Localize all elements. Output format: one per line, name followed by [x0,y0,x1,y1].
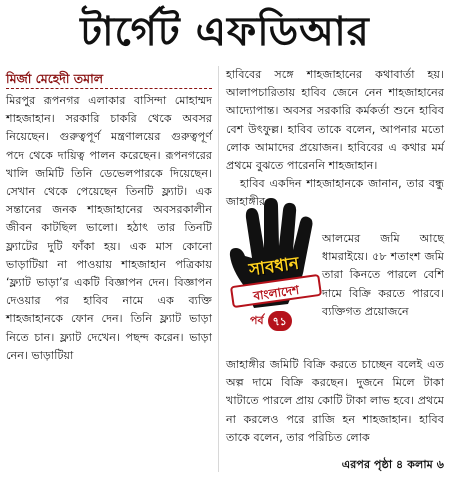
logo-subtitle: বাংলাদেশ [230,274,322,308]
right-bottom-paragraph: জাহাঙ্গীর জমিটি বিক্রি করতে চাচ্ছেন বলেই এত অল্প দামে বিক্রি করছেন। দুজনে মিলে টাকা খাটাতে পারলে প্রায় কোটি টাকা লাভ হবে। প্রথমে না করলেও পরে রাজি হন শাহজাহান। হাবিব তাকে বলেন, তার পরিচিত লোক [226,358,444,444]
column-divider [218,66,219,472]
left-paragraph-1: মিরপুর রূপনগর এলাকার বাসিন্দা মোহাম্মদ শাহজাহান। সরকারি চাকরি থেকে অবসর নিয়েছেন। গুরুত্বপূর্ণ মন্ত্রণালয়ের গুরুত্বপূর্ণ পদে থেকে দায়িত্ব পালন করেছেন। রূপনগরের খালি জমিটি তিনি ডেভেলপারকে দিয়েছেন। সেখান থেকে পেয়েছেন তিনটি ফ্ল্যাট। এক সন্তানের জনক শাহজাহানের অবসরকালীন জীবন কাটছিল ভালো। হঠাৎ তার তিনটি ফ্ল্যাটের দুটি ফাঁকা হয়। এক মাস কোনো ভাড়াটিয়া না পাওয়ায় শাহজাহান পত্রিকায় ‘ফ্ল্যাট ভাড়া’র একটি বিজ্ঞাপন দেন। বিজ্ঞাপন দেওয়ার পর হাবিব নামে এক ব্যক্তি শাহজাহানকে ফোন দেন। তিনি ফ্ল্যাট ভাড়া নিতে চান। ফ্ল্যাট দেখেন। পছন্দ করেন। ভাড়া নেন। ভাড়াটিয়া [6,94,212,362]
article-column-right-top [226,66,444,212]
right-paragraph-2: হাবিব একদিন শাহজাহানকে জানান, তার বন্ধু জাহাঙ্গীর [226,177,444,209]
article-column-right-mid [322,230,444,321]
byline-author: মির্জা মেহেদী তমাল [6,71,104,86]
right-mid-paragraph: আলমের জমি আছে ধামরাইয়ে। ৫৮ শতাংশ জমি তারা কিনতে পারলে বেশি দামে বিক্রি করতে পারবে। ব্যক্তিগত প্রয়োজনে [322,232,444,318]
episode-label: পর্ব [250,314,264,327]
article-column-right-bottom [226,356,444,447]
byline-divider [6,88,212,89]
headline: টার্গেট এফডিআর [80,9,370,55]
logo-title: সাবধান [247,253,301,281]
right-paragraph-1: হাবিবের সঙ্গে শাহজাহানের কথাবার্তা হয়। আলাপচারিতায় হাবিব জেনে নেন শাহজাহানের আদ্যোপান্ত। অবসর সরকারি কর্মকর্তা শুনে হাবিব বেশ উৎফুল্ল। হাবিব তাকে বলেন, আপনার মতো লোক আমাদের প্রয়োজন। হাবিবের এ কথার মর্ম প্রথমে বুঝতে পারেননি শাহজাহান। [226,68,444,173]
logo-episode [250,310,320,332]
episode-number: ৭১ [268,311,292,331]
article-column-left [6,92,212,365]
continuation-note: এরপর পৃষ্ঠা ৪ কলাম ৬ [341,458,444,471]
